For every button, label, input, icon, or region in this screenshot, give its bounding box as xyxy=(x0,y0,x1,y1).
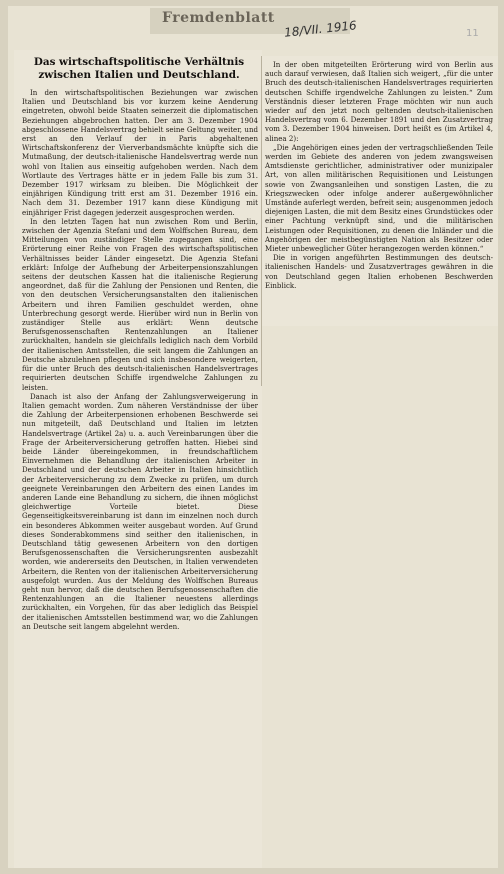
paragraph: Danach ist also der Anfang der Zahlungsverweigerung in Italien gemacht worden. Zum näheren Verständnisse der über die Zahlung der Arbeiterpensionen erhobenen Beschwerde sei nun mitgeteilt, daß Deutschland und Italien im letzten Handelsvertrage (Artikel 2a) u. a. auch Vereinbarungen über die Frage der Arbeiterversicherung getroffen hatten. Hiebei sind beide Länder übereingekommen, in freundschaftlichem Einvernehmen die Behandlung der italienischen Arbeiter in Deutschland und der deutschen Arbeiter in Italien hinsichtlich der Arbeiterversicherung zu dem Zwecke zu prüfen, um durch geeignete Vereinbarungen den Arbeitern des einen Landes im anderen Lande eine Behandlung zu sichern, die ihnen möglichst gleichwertige Vorteile bietet. Diese Gegenseitigkeitsvereinbarung ist dann im einzelnen noch durch ein besonderes Abkommen weiter ausgebaut worden. Auf Grund dieses Sonderabkommens sind seither den italienischen, in Deutschland tätig gewesenen Arbeitern von den dortigen Berufsgenossenschaften die Versicherungsrenten ausbezahlt worden, wie andererseits den Deutschen, in Italien verwendeten Arbeitern, die Renten von der italienischen Arbeiterversicherung ausgefolgt wurden. Aus der Meldung des Wolffschen Bureaus geht nun hervor, daß die deutschen Berufsgenossenschaften die Rentenzahlungen an die Italiener neuestens allerdings zurückhalten, ein Vorgehen, für das aber lediglich das Beispiel der italienischen Amtsstellen bestimmend war, wo die Zahlungen an Deutsche seit langem abgelehnt werden. xyxy=(22,391,258,631)
paragraph: In den wirtschaftspolitischen Beziehungen war zwischen Italien und Deutschland bis vor kurzem keine Aenderung eingetreten, obwohl beide Staaten seinerzeit die diplomatischen Beziehungen abgebrochen hatten. Der am 3. Dezember 1904 abgeschlossene Handelsvertrag behielt seine Geltung weiter, und erst an den Verlauf der in Paris abgehaltenen Wirtschaftskonferenz der Vierverbandsmächte knüpfte sich die Mutmaßung, der deutsch-italienische Handelsvertrag werde nun wohl von Italien aus einseitig aufgehoben werden. Nach dem Wortlaute des Vertrages hätte er in jedem Falle bis zum 31. Dezember 1917 wirksam zu bleiben. Die Möglichkeit der einjährigen Kündigung tritt erst am 31. Dezember 1916 ein. Nach dem 31. Dezember 1917 kann diese Kündigung mit einjähriger Frist dagegen jederzeit ausgesprochen werden. xyxy=(22,88,258,217)
paragraph: In der oben mitgeteilten Erörterung wird von Berlin aus auch darauf verwiesen, daß Italien sich weigert, „für die unter Bruch des deutsch-italienischen Handelsvertrages requirierten deutschen Schiffe irgendwelche Zahlungen zu leisten.“ Zum Verständnis dieser letzteren Frage möchten wir nun auch wieder auf den jetzt noch geltenden deutsch-italienischen Handelsvertrag vom 6. Dezember 1891 und den Zusatzvertrag vom 3. Dezember 1904 hinweisen. Dort heißt es (im Artikel 4, alinea 2): xyxy=(265,60,493,143)
column-divider xyxy=(261,56,262,386)
corner-mark: 11 xyxy=(466,28,479,39)
article-column-right xyxy=(265,60,493,290)
paragraph: In den letzten Tagen hat nun zwischen Rom und Berlin, zwischen der Agenzia Stefani und dem Wolffschen Bureau, dem Mitteilungen von zuständiger Stelle zugegangen sind, eine Erörterung einer Reihe von Fragen des wirtschaftspolitischen Verhältnisses beider Länder eingesetzt. Die Agenzia Stefani erklärt: Infolge der Aufhebung der Arbeiterpensionszahlungen seitens der deutschen Kassen hat die italienische Regierung angeordnet, daß für die Zahlung der Pensionen und Renten, die von den deutschen Versicherungsanstalten den italienischen Arbeitern und ihren Familien geschuldet werden, ohne Unterbrechung gesorgt werde. Hierüber wird nun in Berlin von zuständiger Stelle aus erklärt: Wenn deutsche Berufsgenossenschaften Rentenzahlungen an Italiener zurückhalten, handeln sie gleichfalls lediglich nach dem Vorbild der italienischen Amtsstellen, die seit langem die Zahlungen an Deutsche abzulehnen pflegen und sich insbesondere weigerten, für die unter Bruch des deutsch-italienischen Handelsvertrages requirierten deutschen Schiffe irgendwelche Zahlungen zu leisten. xyxy=(22,216,258,392)
paragraph: Die in vorigen angeführten Bestimmungen des deutsch-italienischen Handels- und Zusatzvertrages gewähren in die von Deutschland gegen Italien erhobenen Beschwerden Einblick. xyxy=(265,253,493,290)
handwritten-date: 18/VII. 1916 xyxy=(283,18,358,40)
paragraph: „Die Angehörigen eines jeden der vertragschließenden Teile werden im Gebiete des anderen von jedem zwangsweisen Amtsdienste gerichtlicher, administrativer oder munizipaler Art, von allen militärischen Requisitionen und Leistungen sowie von Zwangsanleihen und sonstigen Lasten, die zu Kriegszwecken oder infolge anderer außergewöhnlicher Umstände auferlegt werden, befreit sein; ausgenommen jedoch diejenigen Lasten, die mit dem Besitz eines Grundstückes oder einer Pachtung verknüpft sind, und die militärischen Leistungen oder Requisitionen, zu denen die Inländer und die Angehörigen der meistbegünstigten Nation als Besitzer oder Mieter unbeweglicher Güter herangezogen werden können.“ xyxy=(265,142,493,254)
newspaper-masthead: Fremdenblatt xyxy=(162,10,275,26)
article-column-left xyxy=(22,88,258,631)
article-headline: Das wirtschaftspolitische Verhältnis zwischen Italien und Deutschland. xyxy=(33,56,245,81)
